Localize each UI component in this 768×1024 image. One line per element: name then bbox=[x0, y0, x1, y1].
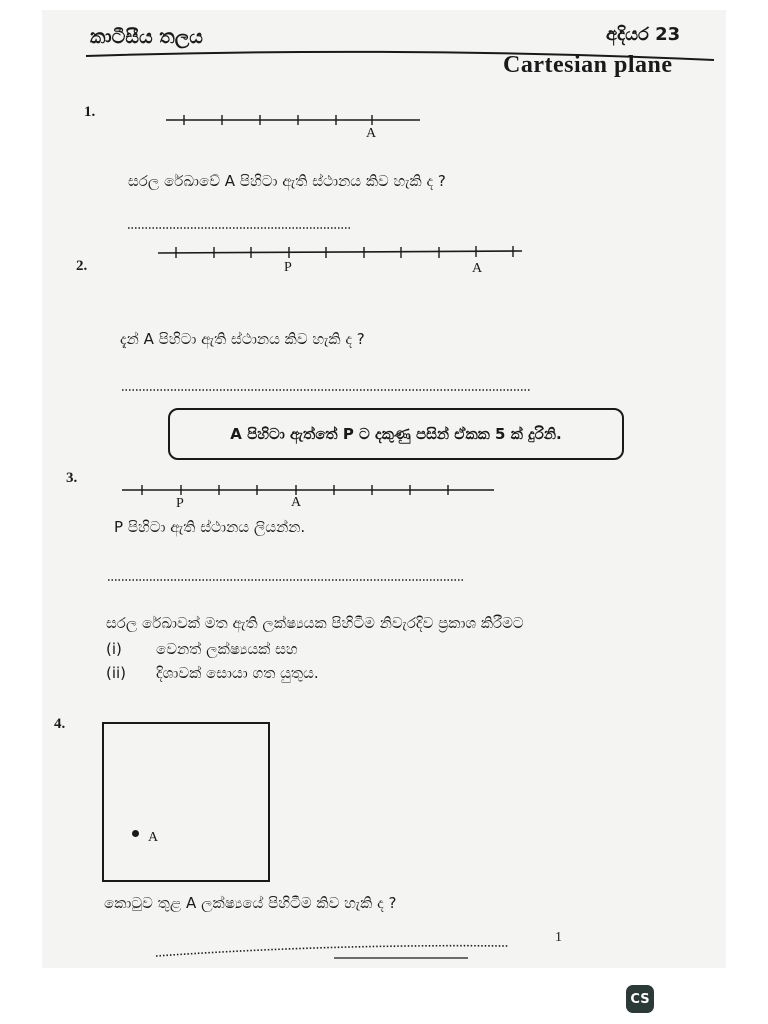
page-number: 1 bbox=[555, 930, 562, 945]
question-4-box bbox=[102, 722, 270, 882]
number-line-3-label-p: P bbox=[176, 496, 184, 511]
note-item-2-text: දිශාවක් සොයා ගත යුතුය. bbox=[156, 664, 319, 682]
chapter-label: අදියර 23 bbox=[606, 24, 681, 45]
camscanner-badge: CS bbox=[626, 985, 654, 1013]
answer-line-4 bbox=[156, 946, 508, 956]
note-item-1-number: (i) bbox=[106, 640, 122, 658]
question-4-text: කොටුව තුළ A ලක්ෂ්‍යයේ පිහිටීම කිව හැකි ද ? bbox=[104, 894, 397, 912]
number-line-2 bbox=[158, 251, 522, 253]
topic-heading: කාටීසීය තලය bbox=[90, 26, 203, 48]
page-title: Cartesian plane bbox=[503, 52, 673, 78]
question-4-label-a: A bbox=[148, 830, 159, 845]
question-1-number: 1. bbox=[84, 104, 96, 120]
note-item-1-text: වෙනත් ලක්ෂ්‍යයක් සහ bbox=[156, 640, 298, 658]
question-1-text: සරල රේඛාවේ A පිහිටා ඇති ස්ථානය කිව හැකි ද ? bbox=[128, 172, 446, 190]
note-intro: සරල රේඛාවක් මත ඇති ලක්ෂ්‍යයක පිහිටීම නිවැරදිව ප්‍රකාශ කිරීමට bbox=[106, 614, 524, 632]
number-line-2-label-a: A bbox=[472, 261, 483, 276]
number-line-3-label-a: A bbox=[291, 495, 302, 510]
note-item-2-number: (ii) bbox=[106, 664, 127, 682]
point-a-dot bbox=[132, 830, 139, 837]
question-2-text: දැන් A පිහිටා ඇති ස්ථානය කිව හැකි ද ? bbox=[120, 330, 365, 348]
header-rule bbox=[86, 52, 714, 60]
number-line-2-label-p: P bbox=[284, 260, 292, 275]
question-2-number: 2. bbox=[76, 258, 88, 274]
question-3-text: P පිහිටා ඇති ස්ථානය ලියන්න. bbox=[114, 518, 306, 536]
answer-box: A පිහිටා ඇත්තේ P ට දකුණු පසින් ඒකක 5 ක් දුරිනි. bbox=[168, 408, 624, 460]
question-3-number: 3. bbox=[66, 470, 78, 486]
number-line-1-label-a: A bbox=[366, 126, 377, 141]
question-4-number: 4. bbox=[54, 716, 66, 732]
